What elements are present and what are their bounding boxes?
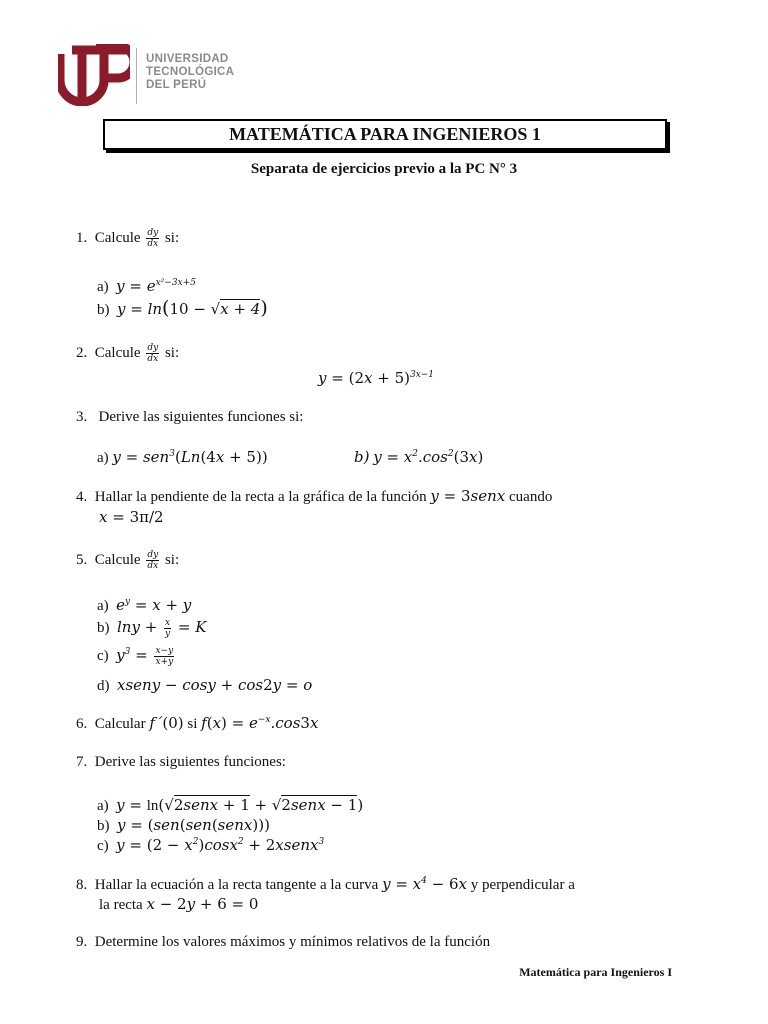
- exercise-3a: [97, 447, 268, 468]
- formula: y = ln(√2senx + 1 + √2senx − 1): [116, 796, 364, 814]
- formula: x − 2y + 6 = 0: [146, 895, 259, 913]
- exercise-1: [76, 228, 179, 249]
- item-label: c): [97, 648, 109, 664]
- formula: x = 3π/2: [99, 508, 164, 526]
- exercise-text: Derive las siguientes funciones si:: [98, 409, 304, 425]
- exercise-number: 6.: [76, 716, 88, 732]
- logo-line-1: UNIVERSIDAD: [146, 53, 229, 65]
- exercise-5c: [97, 645, 176, 667]
- exercise-text: Derive las siguientes funciones:: [94, 754, 286, 770]
- exercise-7c: [97, 835, 324, 856]
- formula: lny + $\frac{x}{y}$ = K: [117, 617, 207, 639]
- exercise-3: [76, 407, 303, 427]
- item-label: c): [97, 838, 109, 854]
- logo-divider: [136, 48, 137, 104]
- dy-dx-fraction: $\frac{dy}{dx}$: [147, 550, 159, 572]
- item-label: a): [97, 450, 109, 466]
- exercise-number: 7.: [76, 754, 88, 770]
- exercise-text: Calcule: [94, 345, 141, 361]
- exercise-text: Hallar la pendiente de la recta a la gráfica de la función: [94, 489, 427, 505]
- page-footer: Matemática para Ingenieros I: [519, 965, 672, 979]
- exercise-text: Calcular: [94, 716, 146, 732]
- formula: $e^y = x + y$: [116, 596, 192, 614]
- utp-logo: [58, 44, 248, 106]
- formula: $y = x^2.\cos^2(3x)$: [373, 448, 484, 466]
- exercise-5a: [97, 595, 191, 616]
- exercise-text: si:: [164, 552, 180, 568]
- exercise-number: 5.: [76, 552, 88, 568]
- exercise-3b: [354, 447, 483, 468]
- document-subtitle: Separata de ejercicios previo a la PC N° 3: [250, 161, 518, 177]
- exercise-5d: [97, 675, 312, 696]
- dy-dx-fraction: $\frac{dy}{dx}$: [147, 343, 159, 365]
- item-label: b): [97, 818, 110, 834]
- exercise-text: si: [187, 716, 198, 732]
- item-label: a): [97, 598, 109, 614]
- exercise-2-formula: [318, 368, 434, 389]
- formula: y = sen$^3$(Ln(4x + 5)): [112, 448, 268, 466]
- exercise-1a: [97, 276, 196, 297]
- formula: $y = (2x + 5)^{3x-1}$: [318, 369, 435, 387]
- item-label: b): [97, 620, 110, 636]
- exercise-7a: [97, 795, 363, 816]
- exercise-number: 8.: [76, 877, 88, 893]
- exercise-text: si:: [164, 345, 180, 361]
- exercise-number: 1.: [76, 230, 88, 246]
- exercise-text: cuando: [509, 489, 553, 505]
- exercise-2: [76, 343, 179, 364]
- logo-line-2: TECNOLÓGICA: [146, 66, 235, 78]
- exercise-7b: [97, 815, 270, 836]
- exercise-text: Calcule: [94, 230, 141, 246]
- exercise-text: la recta: [99, 897, 143, 913]
- item-label: a): [97, 798, 109, 814]
- exercise-text: Determine los valores máximos y mínimos relativos de la función: [94, 934, 491, 950]
- formula: y = (sen(sen(senx))): [117, 816, 270, 834]
- formula: y = 3senx: [430, 487, 506, 505]
- formula: $y = e^{x^2-3x+5}$: [116, 277, 196, 295]
- exercise-8-line: [99, 894, 258, 915]
- formula: xseny − cosy + cos2y = o: [117, 676, 313, 694]
- utp-logo-mark: [58, 44, 130, 106]
- dy-dx-fraction: $\frac{dy}{dx}$: [147, 228, 159, 250]
- exercise-number: 9.: [76, 934, 88, 950]
- exercise-8: [76, 874, 575, 895]
- exercise-4-condition: [99, 507, 164, 528]
- item-label: a): [97, 279, 109, 295]
- formula: $f(x) = e^{-x}.\cos 3x$: [201, 714, 319, 732]
- exercise-text: Hallar la ecuación a la recta tangente a la curva: [94, 877, 379, 893]
- exercise-text: si:: [164, 230, 180, 246]
- logo-line-3: DEL PERÚ: [146, 79, 207, 91]
- formula: f´(0): [149, 714, 184, 732]
- exercise-7: [76, 752, 286, 772]
- formula: $y = x^4 - 6x$: [382, 875, 467, 893]
- formula: $y^3$ = $\frac{x-y}{x+y}$: [116, 645, 174, 667]
- item-label: d): [97, 678, 110, 694]
- formula: y = ln(10 − √x + 4): [117, 297, 268, 319]
- exercise-number: 3.: [76, 409, 88, 425]
- logo-wordmark: [146, 53, 234, 92]
- exercise-number: 4.: [76, 489, 88, 505]
- exercise-4: [76, 486, 552, 507]
- exercise-number: 2.: [76, 345, 88, 361]
- document-title: MATEMÁTICA PARA INGENIEROS 1: [103, 119, 667, 150]
- formula: $y = (2 - x^2)\cos x^2$ + 2xsenx$^3$: [116, 836, 325, 854]
- exercise-text: Calcule: [94, 552, 141, 568]
- item-label: b): [97, 302, 110, 318]
- exercise-1b: [97, 298, 268, 320]
- exercise-text: y perpendicular a: [470, 877, 575, 893]
- exercise-5: [76, 550, 179, 571]
- exercise-6: [76, 713, 318, 734]
- item-label: b): [354, 448, 370, 466]
- exercise-5b: [97, 617, 206, 639]
- exercise-9: [76, 932, 490, 952]
